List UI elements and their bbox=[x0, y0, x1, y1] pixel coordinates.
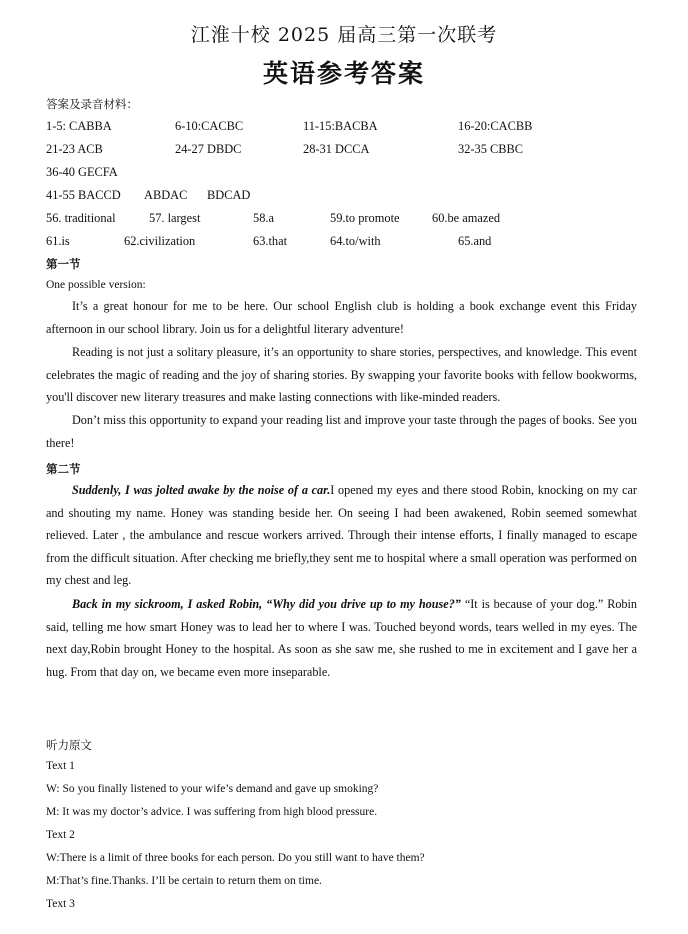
version-label: One possible version: bbox=[46, 279, 146, 291]
exam-title: 江淮十校 2025 届高三第一次联考 bbox=[190, 24, 498, 46]
transcript-line: W:There is a limit of three books for each person. Do you still want to have them? bbox=[46, 852, 425, 864]
essay-paragraph bbox=[46, 409, 637, 454]
essay-paragraph bbox=[46, 341, 637, 409]
answer-cell: 16-20:CACBB bbox=[458, 119, 533, 133]
transcript-line: M: It was my doctor’s advice. I was suffering from high blood pressure. bbox=[46, 806, 378, 818]
given-opening-sentence: Back in my sickroom, I asked Robin, “Why did you drive up to my house?” bbox=[72, 597, 461, 611]
paragraph-text: Don’t miss this opportunity to expand your reading list and improve your taste through the pages of books. See you there! bbox=[46, 413, 637, 450]
given-opening-sentence: Suddenly, I was jolted awake by the noise of a car. bbox=[72, 483, 331, 497]
answer-cell: 64.to/with bbox=[330, 234, 381, 248]
transcript-line: M:That’s fine.Thanks. I’ll be certain to return them on time. bbox=[46, 875, 322, 887]
answer-cell: 62.civilization bbox=[124, 234, 196, 248]
story-paragraph bbox=[46, 593, 637, 683]
answer-cell: 24-27 DBDC bbox=[175, 142, 242, 156]
essay-paragraph bbox=[46, 295, 637, 340]
section-heading: 第二节 bbox=[46, 462, 81, 476]
story-paragraph bbox=[46, 479, 637, 592]
transcript-line: W: So you finally listened to your wife’s demand and gave up smoking? bbox=[46, 783, 379, 795]
answer-cell: ABDAC bbox=[144, 188, 188, 202]
answer-cell: 21-23 ACB bbox=[46, 142, 103, 156]
answer-cell: 36-40 GECFA bbox=[46, 165, 118, 179]
paragraph-text: Reading is not just a solitary pleasure, it’s an opportunity to share stories, perspectives, and knowledge. This event celebrates the magic of reading and the joy of sharing stories. By swapping your favorite books with fellow bookworms, you'll discover new literary treasures and make lasting connections with like-minded readers. bbox=[46, 345, 637, 405]
paragraph-text: “It is because of your dog.” Robin said, telling me how smart Honey was to lead her to where I was. Touched beyond words, tears welled in my eyes. The next day,Robin brought Honey to the hospital. As soon as she saw me, she rushed to me in excitement and I gave her a hug. From that day on, we became even more inseparable. bbox=[46, 597, 637, 679]
answers-label: 答案及录音材料： bbox=[46, 97, 138, 111]
section-heading: 第一节 bbox=[46, 257, 81, 271]
answer-cell: 60.be amazed bbox=[432, 211, 501, 225]
answer-cell: 61.is bbox=[46, 234, 70, 248]
paragraph-text: It’s a great honour for me to be here. Our school English club is holding a book exchange event this Friday afternoon in our school library. Join us for a delightful literary adventure! bbox=[46, 299, 637, 336]
transcript-line: Text 1 bbox=[46, 760, 75, 772]
answer-cell: 56. traditional bbox=[46, 211, 116, 225]
document-title: 英语参考答案 bbox=[262, 59, 425, 88]
answer-cell: 1-5: CABBA bbox=[46, 119, 112, 133]
transcript-line: Text 2 bbox=[46, 829, 75, 841]
answer-cell: 32-35 CBBC bbox=[458, 142, 524, 156]
paragraph-text: I opened my eyes and there stood Robin, knocking on my car and shouting my name. Honey was standing beside her. On seeing I had been awakened, Robin seemed somewhat relieved. Later , the ambulance and rescue workers arrived. Through their intense efforts, I finally managed to escape from the difficult situation. After checking me briefly,they sent me to hospital where a small operation was performed on my chest and leg. bbox=[46, 483, 637, 588]
answer-cell: 6-10:CACBC bbox=[175, 119, 244, 133]
answer-cell: 65.and bbox=[458, 234, 492, 248]
answer-cell: 11-15:BACBA bbox=[303, 119, 378, 133]
transcript-line: Text 3 bbox=[46, 898, 75, 910]
answer-cell: 63.that bbox=[253, 234, 288, 248]
answer-cell: 59.to promote bbox=[330, 211, 400, 225]
answer-cell: 58.a bbox=[253, 211, 274, 225]
listening-heading: 听力原文 bbox=[46, 738, 92, 752]
answer-cell: 28-31 DCCA bbox=[303, 142, 370, 156]
answer-cell: 57. largest bbox=[149, 211, 201, 225]
answer-cell: BDCAD bbox=[207, 188, 251, 202]
answer-cell: 41-55 BACCD bbox=[46, 188, 121, 202]
